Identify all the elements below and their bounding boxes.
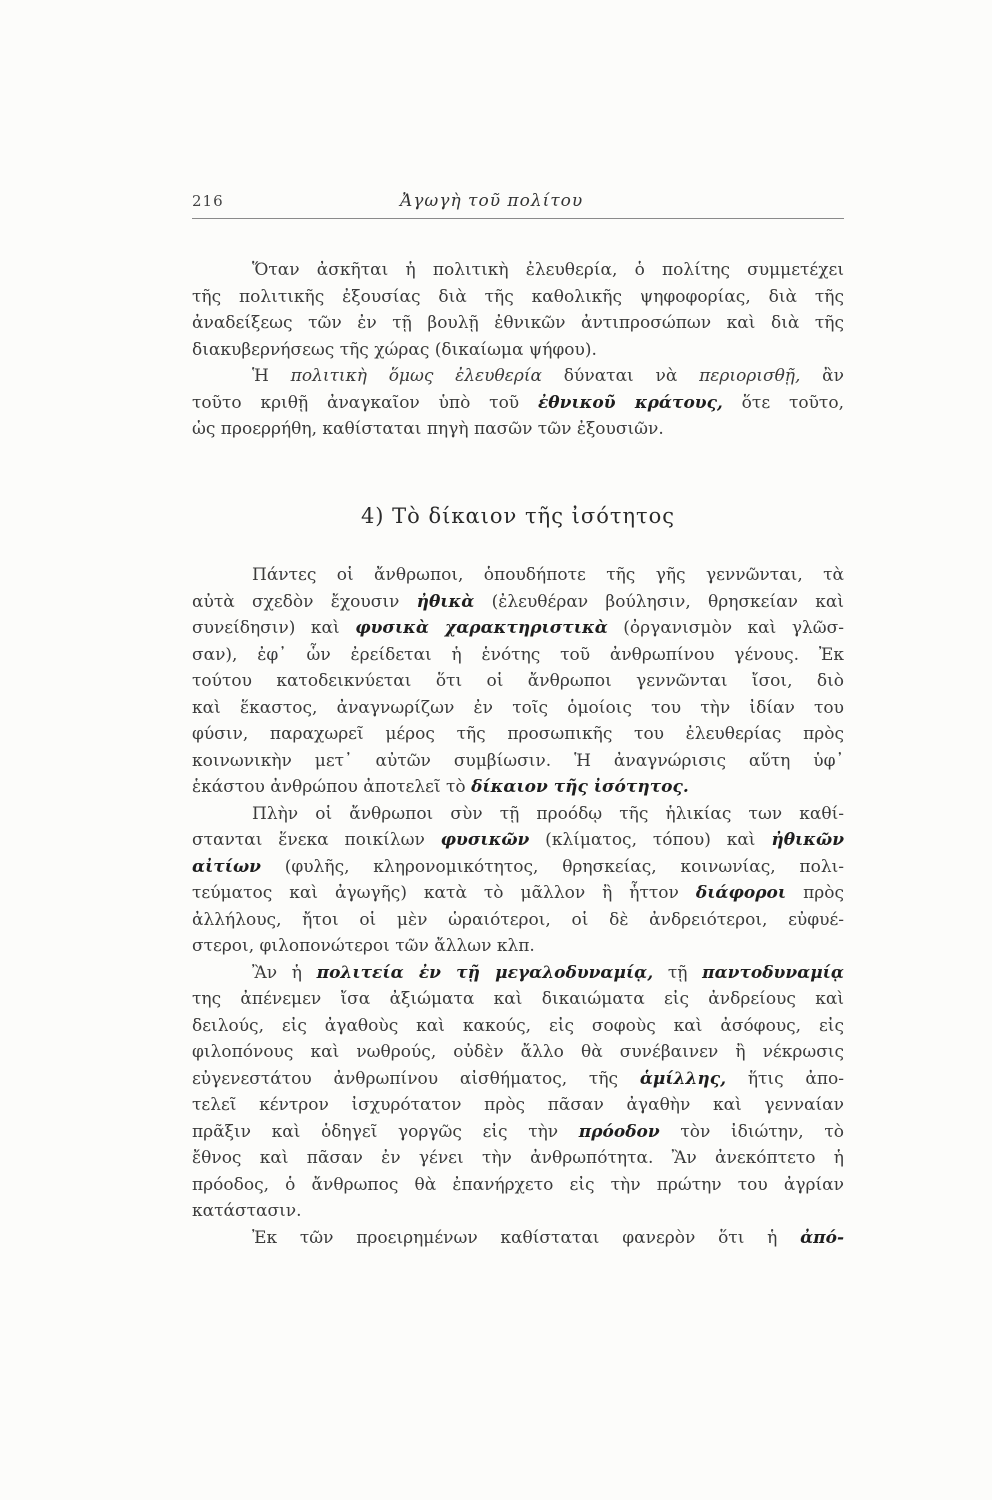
bold-phrase: ἐθνικοῦ κράτους,: [537, 392, 723, 413]
text-line: στεροι, φιλοπονώτεροι τῶν ἄλλων κλπ.: [192, 936, 535, 956]
text-line: φιλοπόνους καὶ νωθρούς, οὐδὲν ἄλλο θὰ συνέβαινεν ἢ νέκρωσις: [192, 1042, 844, 1062]
section-body: [192, 562, 844, 1251]
page-number: 216: [192, 192, 224, 210]
running-title: Ἀγωγὴ τοῦ πολίτου: [400, 191, 584, 211]
bold-phrase: ἁμίλλης,: [639, 1068, 727, 1089]
text-line: κοινωνικὴν μετ᾿ αὐτῶν συμβίωσιν. Ἡ ἀναγνώρισις αὕτη ὑφ᾿: [192, 750, 844, 771]
text-line: Ὅταν ἀσκῆται ἡ πολιτικὴ ἐλευθερία, ὁ πολίτης συμμετέχει: [252, 260, 844, 280]
bold-phrase: φυσικὰ χαρακτηριστικὰ: [355, 618, 608, 638]
text-line: ἀλλήλους, ἤτοι οἱ μὲν ὡραιότεροι, οἱ δὲ ἀνδρειότεροι, εὐφυέ-: [192, 909, 844, 930]
text-line: τῆς πολιτικῆς ἐξουσίας διὰ τῆς καθολικῆς ψηφοφορίας, διὰ τῆς: [192, 286, 844, 307]
text-line: Ἡ πολιτικὴ ὅμως ἐλευθερία δύναται νὰ περιορισθῇ, ἂν: [252, 366, 844, 386]
text-line: αἰτίων (φυλῆς, κληρονομικότητος, θρησκείας, κοινωνίας, πολι-: [192, 856, 844, 877]
bold-phrase: πρόοδον: [578, 1121, 660, 1142]
text-line: Πάντες οἱ ἄνθρωποι, ὁπουδήποτε τῆς γῆς γεννῶνται, τὰ: [252, 565, 844, 585]
text-line: καὶ ἕκαστος, ἀναγνωρίζων ἐν τοῖς ὁμοίοις του τὴν ἰδίαν του: [192, 697, 844, 718]
bold-phrase: ἠθικῶν: [771, 830, 844, 850]
text-line: Πλὴν οἱ ἄνθρωποι σὺν τῇ προόδῳ τῆς ἡλικίας των καθί-: [252, 803, 844, 824]
bold-phrase: ἠθικὰ: [416, 591, 475, 612]
text-line: φύσιν, παραχωρεῖ μέρος τῆς προσωπικῆς του ἐλευθερίας πρὸς: [192, 724, 844, 744]
text-line: ἔθνος καὶ πᾶσαν ἐν γένει τὴν ἀνθρωπότητα. Ἂν ἀνεκόπτετο ἡ: [192, 1148, 844, 1168]
running-header: [192, 192, 844, 219]
text-line: τούτου κατοδεικνύεται ὅτι οἱ ἄνθρωποι γεννῶνται ἴσοι, διὸ: [192, 671, 844, 691]
text-line: Ἂν ἡ πολιτεία ἐν τῇ μεγαλοδυναμίᾳ, τῇ παντοδυναμίᾳ: [252, 962, 844, 983]
bold-phrase: παντοδυναμίᾳ: [702, 962, 844, 983]
bold-phrase: πολιτεία ἐν τῇ μεγαλοδυναμίᾳ,: [316, 962, 654, 983]
text-line: ἀναδείξεως τῶν ἐν τῇ βουλῇ ἐθνικῶν ἀντιπροσώπων καὶ διὰ τῆς: [192, 313, 844, 333]
emphasis-phrase: πολιτικὴ ὅμως ἐλευθερία: [290, 366, 542, 386]
bold-phrase: ἀπό-: [800, 1227, 844, 1248]
text-line: δειλούς, εἰς ἀγαθοὺς καὶ κακούς, εἰς σοφοὺς καὶ ἀσόφους, εἰς: [192, 1015, 844, 1036]
text-line: ὡς προερρήθη, καθίσταται πηγὴ πασῶν τῶν ἐξουσιῶν.: [192, 419, 664, 439]
text-line: Ἐκ τῶν προειρημένων καθίσταται φανερὸν ὅτι ἡ ἀπό-: [252, 1227, 844, 1248]
text-line: συνείδησιν) καὶ φυσικὰ χαρακτηριστικὰ (ὀργανισμὸν καὶ γλῶσ-: [192, 618, 844, 638]
text-line: σαν), ἐφ᾿ ὧν ἐρείδεται ἡ ἑνότης τοῦ ἀνθρωπίνου γένους. Ἐκ: [192, 644, 844, 665]
text-line: διακυβερνήσεως τῆς χώρας (δικαίωμα ψήφου).: [192, 339, 597, 360]
text-line: τεύματος καὶ ἀγωγῆς) κατὰ τὸ μᾶλλον ἢ ἧττον διάφοροι πρὸς: [192, 883, 844, 903]
section-heading: 4) Τὸ δίκαιον τῆς ἰσότητος: [360, 504, 676, 528]
bold-phrase: φυσικῶν: [440, 830, 530, 850]
bold-phrase: διάφοροι: [695, 883, 787, 903]
text-line: πρᾶξιν καὶ ὁδηγεῖ γοργῶς εἰς τὴν πρόοδον τὸν ἰδιώτην, τὸ: [192, 1121, 844, 1142]
text-line: πρόοδος, ὁ ἄνθρωπος θὰ ἐπανήρχετο εἰς τὴν πρώτην του ἀγρίαν: [192, 1174, 844, 1195]
text-line: αὐτὰ σχεδὸν ἔχουσιν ἠθικὰ (ἐλευθέραν βούλησιν, θρησκείαν καὶ: [192, 591, 844, 612]
text-line: εὐγενεστάτου ἀνθρωπίνου αἰσθήματος, τῆς ἁμίλλης, ἥτις ἀπο-: [192, 1068, 844, 1089]
emphasis-phrase: περιορισθῇ,: [699, 366, 801, 386]
opening-paragraphs: [192, 257, 844, 443]
text-line: τοῦτο κριθῇ ἀναγκαῖον ὑπὸ τοῦ ἐθνικοῦ κράτους, ὅτε τοῦτο,: [192, 392, 844, 413]
text-line: της ἀπένεμεν ἴσα ἀξιώματα καὶ δικαιώματα εἰς ἀνδρείους καὶ: [192, 989, 844, 1009]
text-line: στανται ἕνεκα ποικίλων φυσικῶν (κλίματος, τόπου) καὶ ἠθικῶν: [192, 830, 844, 850]
bold-phrase: δίκαιον τῆς ἰσότητος.: [471, 777, 689, 797]
text-line: ἑκάστου ἀνθρώπου ἀποτελεῖ τὸ δίκαιον τῆς ἰσότητος.: [192, 777, 689, 797]
bold-phrase: αἰτίων: [192, 856, 261, 877]
text-line: τελεῖ κέντρον ἰσχυρότατον πρὸς πᾶσαν ἀγαθὴν καὶ γενναίαν: [192, 1095, 844, 1115]
text-line: κατάστασιν.: [192, 1201, 302, 1221]
